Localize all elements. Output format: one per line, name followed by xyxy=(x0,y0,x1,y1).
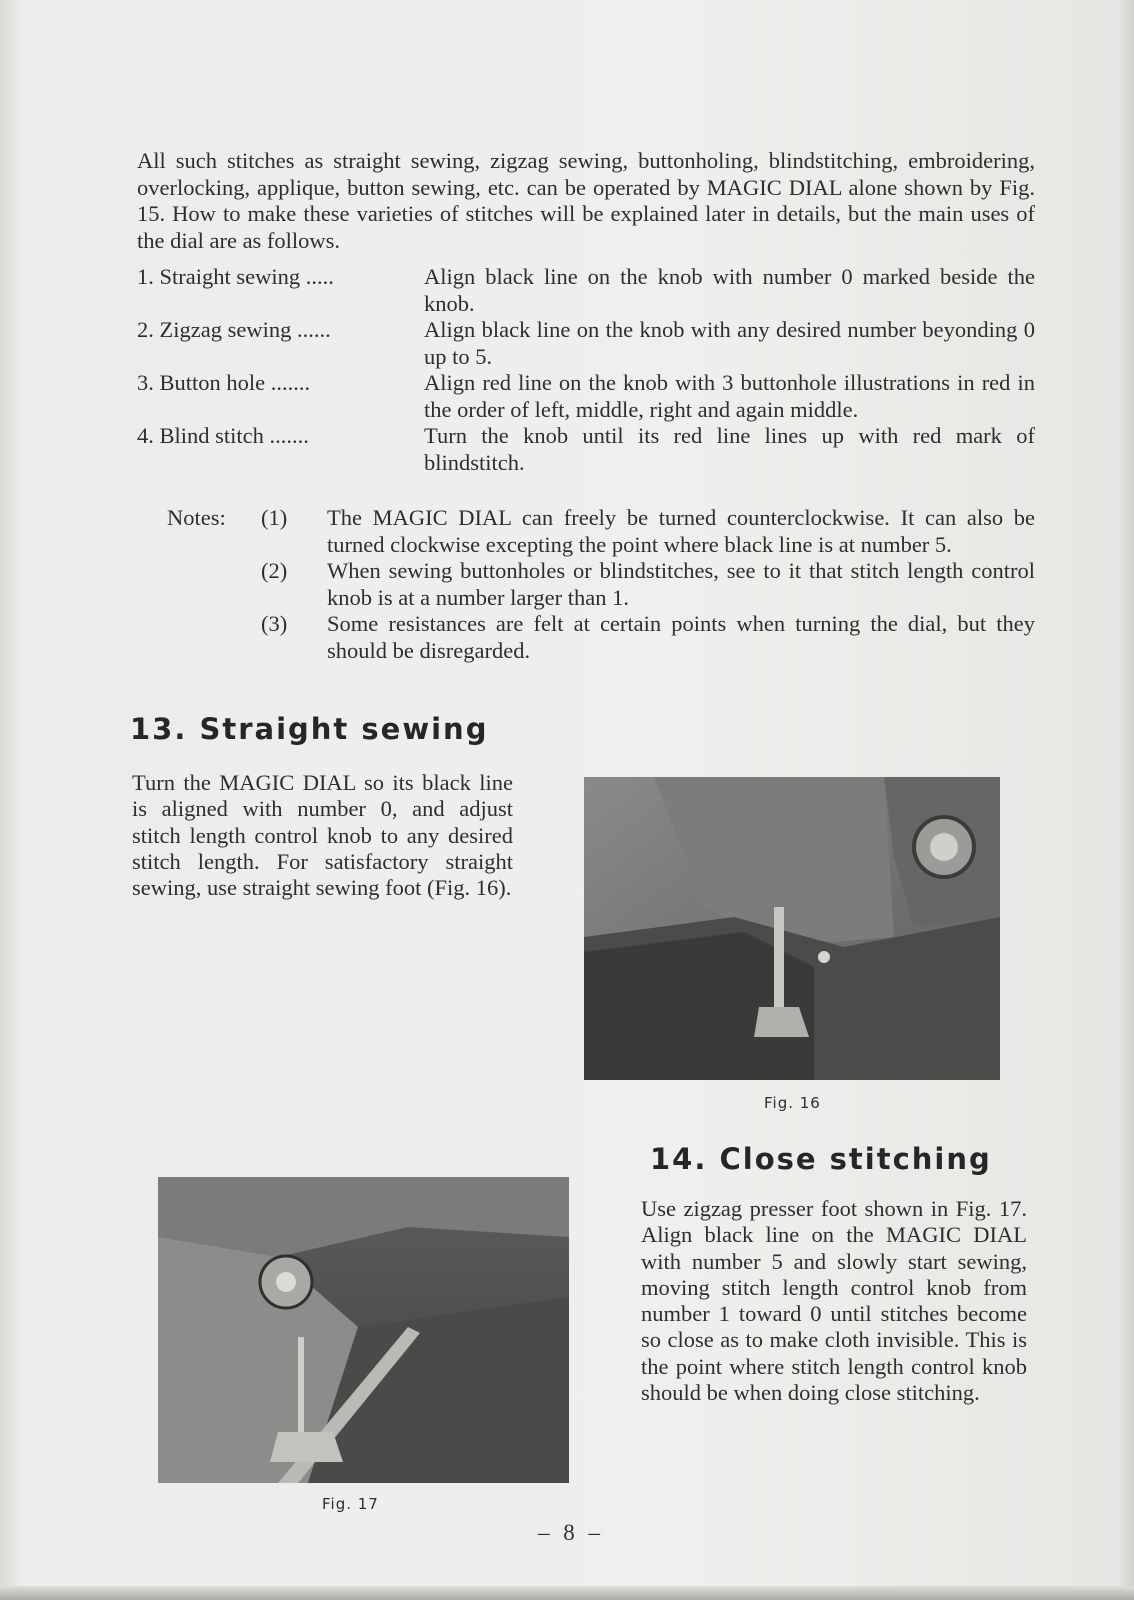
figure-17-caption: Fig. 17 xyxy=(322,1495,379,1513)
note-text: The MAGIC DIAL can freely be turned counterclockwise. It can also be turned clockwise excepting the point where black line is at number 5. xyxy=(327,505,1035,557)
section-13-heading: 13. Straight sewing xyxy=(130,712,489,746)
note-item xyxy=(137,558,1035,611)
page-number: – 8 – xyxy=(538,1520,604,1545)
list-item xyxy=(137,370,1035,423)
use-label: 3. Button hole ....... xyxy=(137,370,311,395)
section-14-heading: 14. Close stitching xyxy=(650,1142,992,1176)
intro-paragraph xyxy=(137,148,1035,254)
sewing-machine-zigzag-foot-image xyxy=(158,1177,569,1483)
note-number: (2) xyxy=(261,558,288,583)
note-text: Some resistances are felt at certain points when turning the dial, but they should be disregarded. xyxy=(327,611,1035,663)
use-description: Align black line on the knob with any desired number beyonding 0 up to 5. xyxy=(424,317,1035,369)
note-item xyxy=(137,611,1035,664)
use-label: 4. Blind stitch ....... xyxy=(137,423,309,448)
page-bottom-edge xyxy=(0,1586,1134,1600)
use-description: Align black line on the knob with number 0 marked beside the knob. xyxy=(424,264,1035,316)
dial-uses-list xyxy=(137,264,1035,476)
note-number: (1) xyxy=(261,505,288,530)
intro-text: All such stitches as straight sewing, zigzag sewing, buttonholing, blindstitching, embroidering, overlocking, applique, button sewing, etc. can be operated by MAGIC DIAL alone shown by Fig. 15. How to make these varieties of stitches will be explained later in details, but the main uses of the dial are as follows. xyxy=(137,148,1035,253)
sewing-machine-straight-foot-image xyxy=(584,777,1000,1080)
use-label: 2. Zigzag sewing ...... xyxy=(137,317,331,342)
note-item xyxy=(137,505,1035,558)
use-description: Turn the knob until its red line lines up with red mark of blindstitch. xyxy=(424,423,1035,475)
notes-heading: Notes: xyxy=(167,505,226,530)
figure-16-caption: Fig. 16 xyxy=(764,1094,821,1112)
use-label: 1. Straight sewing ..... xyxy=(137,264,334,289)
page-edge-shadow xyxy=(1120,0,1134,1600)
section-14-text: Use zigzag presser foot shown in Fig. 17. Align black line on the MAGIC DIAL with number 5 and slowly start sewing, moving stitch length control knob from number 1 toward 0 until stitches become so close as to make cloth invisible. This is the point where stitch length control knob should be when doing close stitching. xyxy=(641,1196,1027,1406)
list-item xyxy=(137,423,1035,476)
notes-block xyxy=(137,505,1035,664)
note-number: (3) xyxy=(261,611,288,636)
figure-17-photo xyxy=(158,1177,569,1483)
list-item xyxy=(137,264,1035,317)
figure-16-photo xyxy=(584,777,1000,1080)
list-item xyxy=(137,317,1035,370)
use-description: Align red line on the knob with 3 buttonhole illustrations in red in the order of left, middle, right and again middle. xyxy=(424,370,1035,422)
note-text: When sewing buttonholes or blindstitches, see to it that stitch length control knob is at a number larger than 1. xyxy=(327,558,1035,610)
section-13-text: Turn the MAGIC DIAL so its black line is aligned with number 0, and adjust stitch length control knob to any desired stitch length. For satisfactory straight sewing, use straight sewing foot (Fig. 16). xyxy=(132,770,513,901)
